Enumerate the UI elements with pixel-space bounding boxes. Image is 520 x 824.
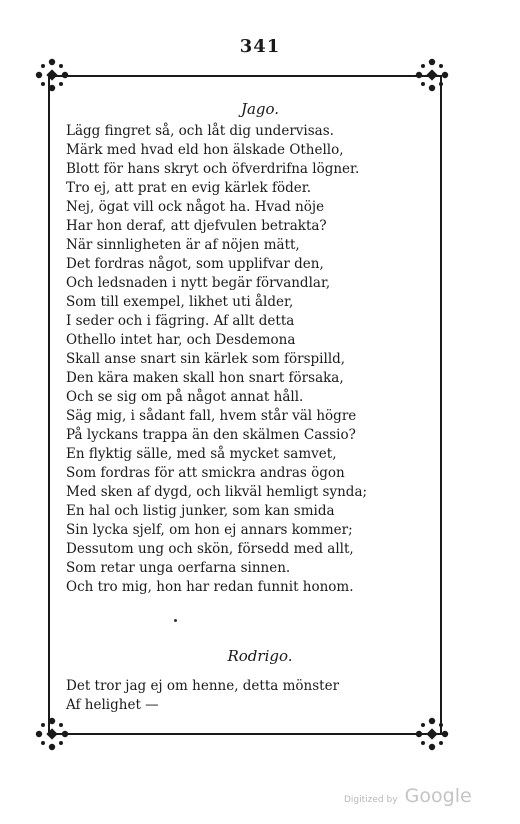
verse-line: En flyktig sälle, med så mycket samvet,	[66, 446, 337, 462]
verse-line: På lyckans trappa än den skälmen Cassio?	[66, 427, 356, 443]
verse-block-jago	[66, 122, 446, 597]
watermark-brand: Google	[404, 785, 472, 807]
border-bottom	[48, 733, 442, 735]
verse-line: Nej, ögat vill ock något ha. Hvad nöje	[66, 199, 325, 215]
verse-line: Säg mig, i sådant fall, hvem står väl högre	[66, 408, 357, 424]
verse-line: Det fordras något, som upplifvar den,	[66, 256, 324, 272]
verse-line: Och se sig om på något annat håll.	[66, 389, 304, 405]
verse-line: Den kära maken skall hon snart försaka,	[66, 370, 344, 386]
verse-line: Dessutom ung och skön, försedd med allt,	[66, 541, 354, 557]
verse-block-rodrigo	[66, 677, 446, 715]
ink-speck	[174, 619, 177, 622]
verse-line: Sin lycka sjelf, om hon ej annars kommer;	[66, 522, 353, 538]
digitized-by-google-watermark	[344, 785, 472, 807]
verse-line: Som retar unga oerfarna sinnen.	[66, 560, 291, 576]
verse-line: Med sken af dygd, och likväl hemligt synda;	[66, 484, 368, 500]
verse-line: Blott för hans skryt och öfverdrifna lögner.	[66, 161, 360, 177]
verse-line: Och ledsnaden i nytt begär förvandlar,	[66, 275, 331, 291]
verse-line: Skall anse snart sin kärlek som förspilld,	[66, 351, 346, 367]
verse-line: När sinnligheten är af nöjen mätt,	[66, 237, 300, 253]
verse-line: Tro ej, att prat en evig kärlek föder.	[66, 180, 312, 196]
verse-line: Lägg fingret så, och låt dig undervisas.	[66, 123, 334, 139]
watermark-prefix: Digitized by	[344, 795, 398, 805]
verse-line: En hal och listig junker, som kan smida	[66, 503, 335, 519]
corner-ornament-icon	[34, 57, 70, 93]
speaker-name-jago: Jago.	[240, 100, 280, 118]
verse-line: Som till exempel, likhet uti ålder,	[66, 294, 294, 310]
border-top	[48, 75, 442, 77]
verse-line: Märk med hvad eld hon älskade Othello,	[66, 142, 344, 158]
speaker-name-rodrigo: Rodrigo.	[227, 647, 293, 665]
verse-line: Othello intet har, och Desdemona	[66, 332, 296, 348]
verse-line: Af helighet —	[66, 697, 159, 713]
verse-line: Har hon deraf, att djefvulen betrakta?	[66, 218, 327, 234]
verse-line: I seder och i fägring. Af allt detta	[66, 313, 295, 329]
verse-line: Det tror jag ej om henne, detta mönster	[66, 678, 340, 694]
border-left	[48, 75, 50, 735]
corner-ornament-icon	[34, 716, 70, 752]
page-number: 341	[239, 36, 281, 57]
verse-line: Som fordras för att smickra andras ögon	[66, 465, 345, 481]
corner-ornament-icon	[414, 716, 450, 752]
corner-ornament-icon	[414, 57, 450, 93]
verse-line: Och tro mig, hon har redan funnit honom.	[66, 579, 354, 595]
